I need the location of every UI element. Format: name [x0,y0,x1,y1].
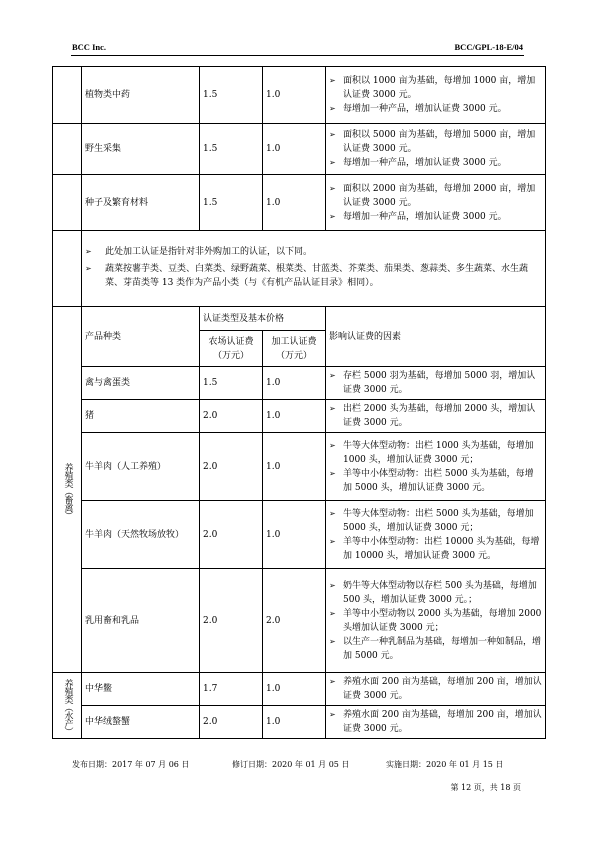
table-row [53,501,546,569]
process-fee: 1.0 [263,673,326,706]
product-name: 中华鳖 [82,673,200,706]
notes [82,231,546,307]
product-name: 牛羊肉（人工养殖） [82,433,200,501]
aquatic-category [53,673,82,739]
fee-factors [326,501,546,569]
farm-fee: 2.0 [200,569,263,673]
fee-factor-item: ➢ 养殖水面 200 亩为基础，每增加 200 亩，增加认证费 3000 元。 [329,708,542,736]
fee-factor-item: ➢ 面积以 2000 亩为基础，每增加 2000 亩，增加认证费 3000 元。 [329,182,542,210]
certification-fee-table [52,66,546,739]
product-name: 猪 [82,400,200,433]
fee-factor-item: ➢ 每增加一种产品，增加认证费 3000 元。 [329,102,542,116]
farm-fee: 2.0 [200,706,263,739]
col-header-factors: 影响认证费的因素 [326,307,546,367]
fee-factor-item: ➢ 以生产一种乳制品为基础，每增加一种如制品，增加 5000 元。 [329,635,542,663]
table-row [53,175,546,231]
category-cell-empty [53,67,82,124]
header-rule [71,55,524,56]
category-cell-empty [53,124,82,175]
effective-date: 实施日期：2020 年 01 月 15 日 [386,760,504,769]
farm-fee: 1.7 [200,673,263,706]
process-fee: 1.0 [263,367,326,400]
product-name: 种子及繁育材料 [82,175,200,231]
table-row [53,367,546,400]
process-fee: 1.0 [263,67,326,124]
fee-factors [326,673,546,706]
note-item: ➢ 蔬菜按薯芋类、豆类、白菜类、绿野蔬菜、根菜类、甘蓝类、芥菜类、茄果类、葱蒜类、多生蔬菜、水生蔬菜、芽苗类等 13 类作为产品小类（与《有机产品认证目录》相同）。 [85,262,542,290]
category-label: 养殖类（畜禽） [62,462,73,519]
fee-factor-item: ➢ 羊等中小体型动物：出栏 5000 头为基础，每增加 5000 头，增加认证费 3000 元。 [329,467,542,495]
table-row [53,673,546,706]
process-fee: 1.0 [263,706,326,739]
revise-date: 修订日期：2020 年 01 月 05 日 [232,760,350,769]
table-row [53,124,546,175]
farm-fee: 2.0 [200,400,263,433]
fee-factors [326,706,546,739]
company-name: BCC Inc. [72,42,107,52]
col-header-process: 加工认证费（万元） [263,331,326,367]
fee-factor-item: ➢ 出栏 2000 头为基础，每增加 2000 头，增加认证费 3000 元。 [329,402,542,430]
farm-fee: 1.5 [200,67,263,124]
fee-factor-item: ➢ 羊等中小型动物以 2000 头为基础，每增加 2000 头增加认证费 3000 元； [329,607,542,635]
document-code: BCC/GPL-18-E/04 [454,42,523,52]
product-name: 中华绒螯蟹 [82,706,200,739]
fee-factor-item: ➢ 存栏 5000 羽为基础，每增加 5000 羽，增加认证费 3000 元。 [329,369,542,397]
product-name: 乳用畜和乳品 [82,569,200,673]
farm-fee: 2.0 [200,433,263,501]
fee-factor-item: ➢ 牛等大体型动物：出栏 1000 头为基础，每增加 1000 头，增加认证费 3000 元； [329,439,542,467]
product-name: 禽与禽蛋类 [82,367,200,400]
process-fee: 1.0 [263,400,326,433]
fee-factor-item: ➢ 面积以 5000 亩为基础，每增加 5000 亩，增加认证费 3000 元。 [329,128,542,156]
farm-fee: 2.0 [200,501,263,569]
product-name: 植物类中药 [82,67,200,124]
process-fee: 1.0 [263,433,326,501]
table-row [53,706,546,739]
fee-factors [326,400,546,433]
fee-factor-item: ➢ 养殖水面 200 亩为基础，每增加 200 亩，增加认证费 3000 元。 [329,675,542,703]
product-name: 牛羊肉（天然牧场放牧） [82,501,200,569]
col-header-farm: 农场认证费（万元） [200,331,263,367]
table-row [53,569,546,673]
livestock-header-row [53,307,546,331]
category-label: 养殖类（水产） [62,678,73,735]
farm-fee: 1.5 [200,367,263,400]
process-fee: 1.0 [263,124,326,175]
process-fee: 1.0 [263,501,326,569]
note-item: ➢ 此处加工认证是指针对非外购加工的认证，以下同。 [85,245,542,259]
fee-factors [326,175,546,231]
col-header-product: 产品种类 [82,307,200,367]
fee-factors [326,569,546,673]
product-name: 野生采集 [82,124,200,175]
fee-factor-item: ➢ 羊等中小体型动物：出栏 10000 头为基础，每增加 10000 头，增加认证费 3000 元。 [329,535,542,563]
table-row [53,67,546,124]
fee-factors [326,67,546,124]
fee-factors [326,433,546,501]
fee-factors [326,124,546,175]
fee-factor-item: ➢ 面积以 1000 亩为基础，每增加 1000 亩，增加认证费 3000 元。 [329,74,542,102]
table-row [53,433,546,501]
col-header-type: 认证类型及基本价格 [200,307,326,331]
issue-date: 发布日期：2017 年 07 月 06 日 [72,760,190,769]
fee-factor-item: ➢ 牛等大体型动物：出栏 5000 头为基础，每增加 5000 头，增加认证费 3000 元； [329,507,542,535]
category-cell-empty [53,231,82,307]
fee-factor-item: ➢ 每增加一种产品，增加认证费 3000 元。 [329,156,542,170]
fee-factor-item: ➢ 每增加一种产品，增加认证费 3000 元。 [329,210,542,224]
fee-factor-item: ➢ 奶牛等大体型动物以存栏 500 头为基础，每增加 500 头，增加认证费 3000 元。； [329,579,542,607]
farm-fee: 1.5 [200,124,263,175]
livestock-category [53,307,82,673]
notes-row [53,231,546,307]
category-cell-empty [53,175,82,231]
process-fee: 2.0 [263,569,326,673]
process-fee: 1.0 [263,175,326,231]
table-row [53,400,546,433]
farm-fee: 1.5 [200,175,263,231]
fee-factors [326,367,546,400]
page-number: 第 12 页，共 18 页 [450,783,521,792]
